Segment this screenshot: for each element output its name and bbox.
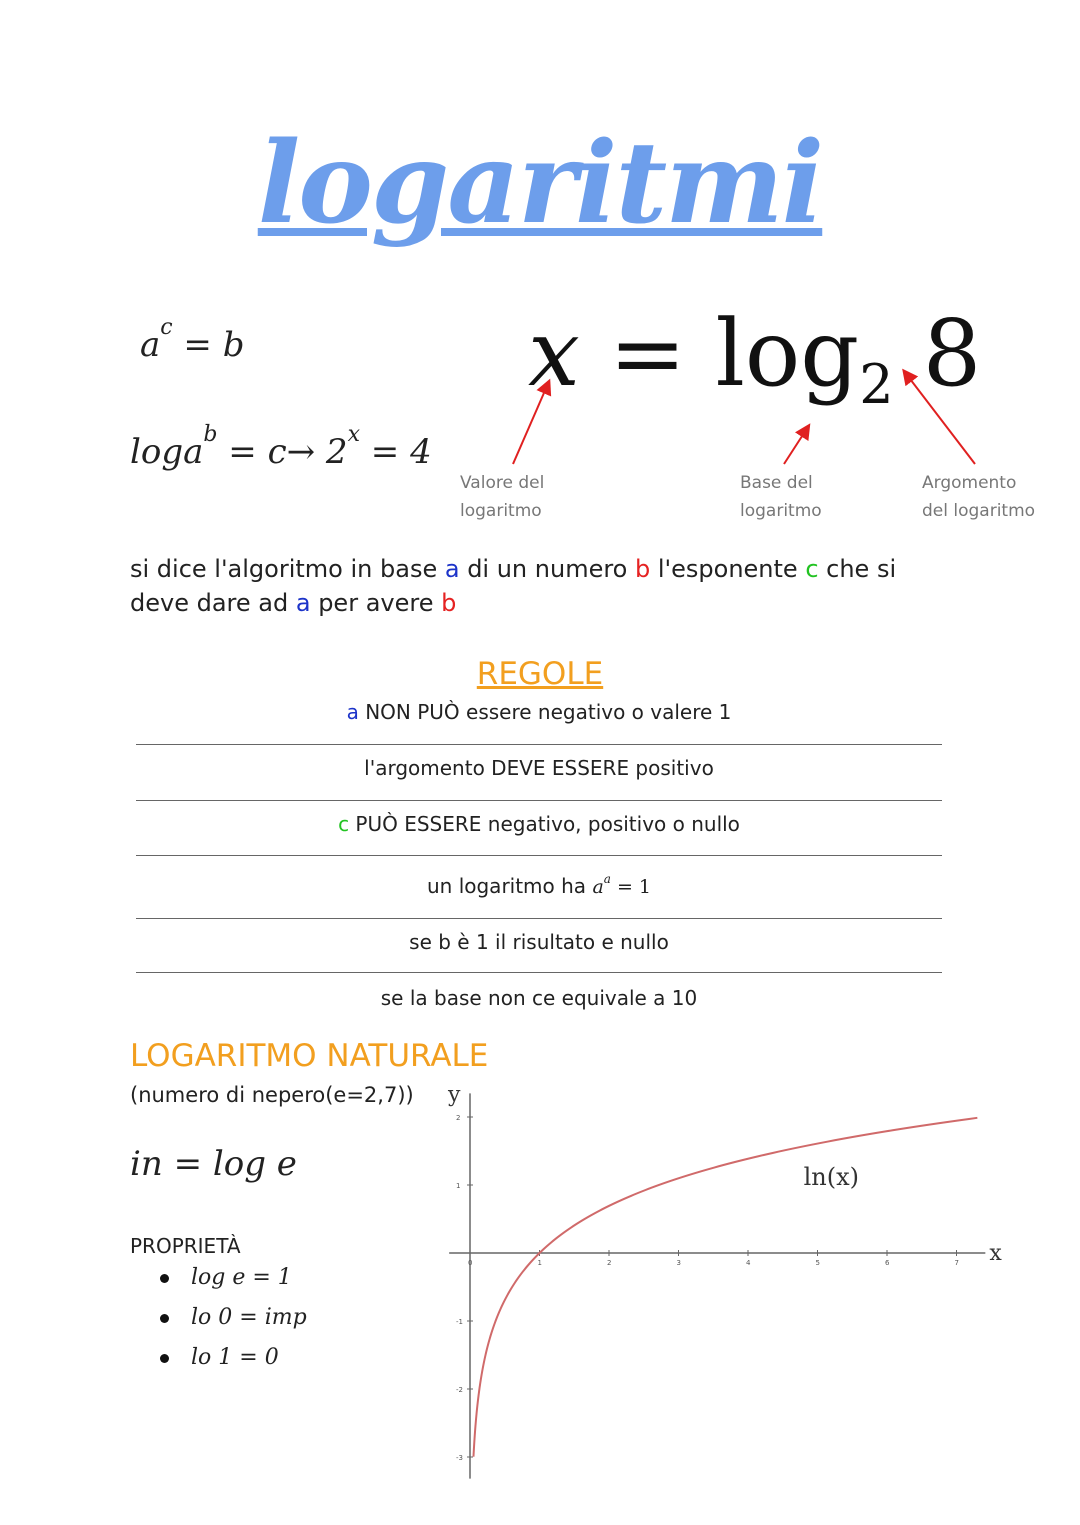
natural-log-formula: in = log e xyxy=(130,1144,297,1184)
log-example-log: log xyxy=(715,300,860,407)
curve-label: ln(x) xyxy=(803,1163,860,1191)
divider xyxy=(136,972,942,973)
divider xyxy=(136,744,942,745)
power-result: = b xyxy=(172,325,245,365)
rule-4: un logaritmo ha $a^a = 1$ xyxy=(426,872,652,898)
log-result: = 4 xyxy=(359,432,432,472)
rule-2: l'argomento DEVE ESSERE positivo xyxy=(364,756,714,780)
y-tick-label: -2 xyxy=(456,1386,463,1394)
definition-paragraph: si dice l'algoritmo in base a di un numero b l'esponente c che si deve dare ad a per avere b xyxy=(130,555,897,617)
x-tick-label: 2 xyxy=(607,1259,612,1267)
y-axis-label: y xyxy=(448,1082,461,1108)
x-tick-label: 1 xyxy=(537,1259,542,1267)
arrow-valore xyxy=(513,386,547,464)
rule-5: se b è 1 il risultato e nullo xyxy=(409,930,669,954)
bullet-icon xyxy=(160,1354,169,1363)
power-base: a xyxy=(140,325,161,365)
x-tick-label: 6 xyxy=(885,1259,890,1267)
properties-heading: PROPRIETÀ xyxy=(130,1234,241,1258)
x-tick-label: 0 xyxy=(468,1259,473,1267)
x-tick-label: 5 xyxy=(815,1259,820,1267)
natural-log-heading: LOGARITMO NATURALE xyxy=(130,1038,489,1074)
list-item: log e = 1 xyxy=(160,1262,307,1302)
properties-list xyxy=(160,1262,307,1382)
x-tick-label: 4 xyxy=(746,1259,751,1267)
label-argomento: Argomento del logaritmo xyxy=(922,473,1036,521)
divider xyxy=(136,800,942,801)
list-item: lo 1 = 0 xyxy=(160,1342,307,1382)
divider xyxy=(136,855,942,856)
rule-6: se la base non ce equivale a 10 xyxy=(380,986,698,1010)
log-example-argument: 8 xyxy=(893,300,982,407)
natural-log-subtitle: (numero di nepero(e=2,7)) xyxy=(130,1083,414,1107)
power-exponent: c xyxy=(160,315,173,340)
regole-heading: REGOLE xyxy=(476,656,604,692)
ln-chart xyxy=(440,1080,1000,1480)
annotation-arrows xyxy=(0,0,1080,540)
log-example-base: 2 xyxy=(859,353,894,416)
log-example-variable: x xyxy=(528,300,580,407)
log-exponent-x: x xyxy=(347,422,360,447)
x-tick-label: 7 xyxy=(954,1259,959,1267)
y-tick-label: 2 xyxy=(456,1114,461,1122)
x-axis-label: x xyxy=(989,1241,1002,1266)
list-item: lo 0 = imp xyxy=(160,1302,307,1342)
ln-curve xyxy=(473,1118,977,1457)
bullet-icon xyxy=(160,1314,169,1323)
rule-3: c PUÒ ESSERE negativo, positivo o nullo xyxy=(338,812,740,836)
log-middle: = c→ 2 xyxy=(217,432,348,472)
y-tick-label: -3 xyxy=(456,1454,463,1462)
arrow-argomento xyxy=(907,375,975,464)
page-title: logaritmi xyxy=(257,118,823,249)
x-tick-label: 3 xyxy=(676,1259,681,1267)
log-base-text: loga xyxy=(130,432,204,472)
log-exponent: b xyxy=(203,422,218,447)
rule-1: a NON PUÒ essere negativo o valere 1 xyxy=(346,700,732,724)
log-example-equals: = xyxy=(579,300,716,407)
bullet-icon xyxy=(160,1274,169,1283)
label-valore: Valore del logaritmo xyxy=(460,473,545,521)
arrow-base xyxy=(784,430,806,464)
divider xyxy=(136,918,942,919)
y-tick-label: -1 xyxy=(456,1318,463,1326)
y-tick-label: 1 xyxy=(456,1182,461,1190)
label-base: Base del logaritmo xyxy=(740,473,822,521)
